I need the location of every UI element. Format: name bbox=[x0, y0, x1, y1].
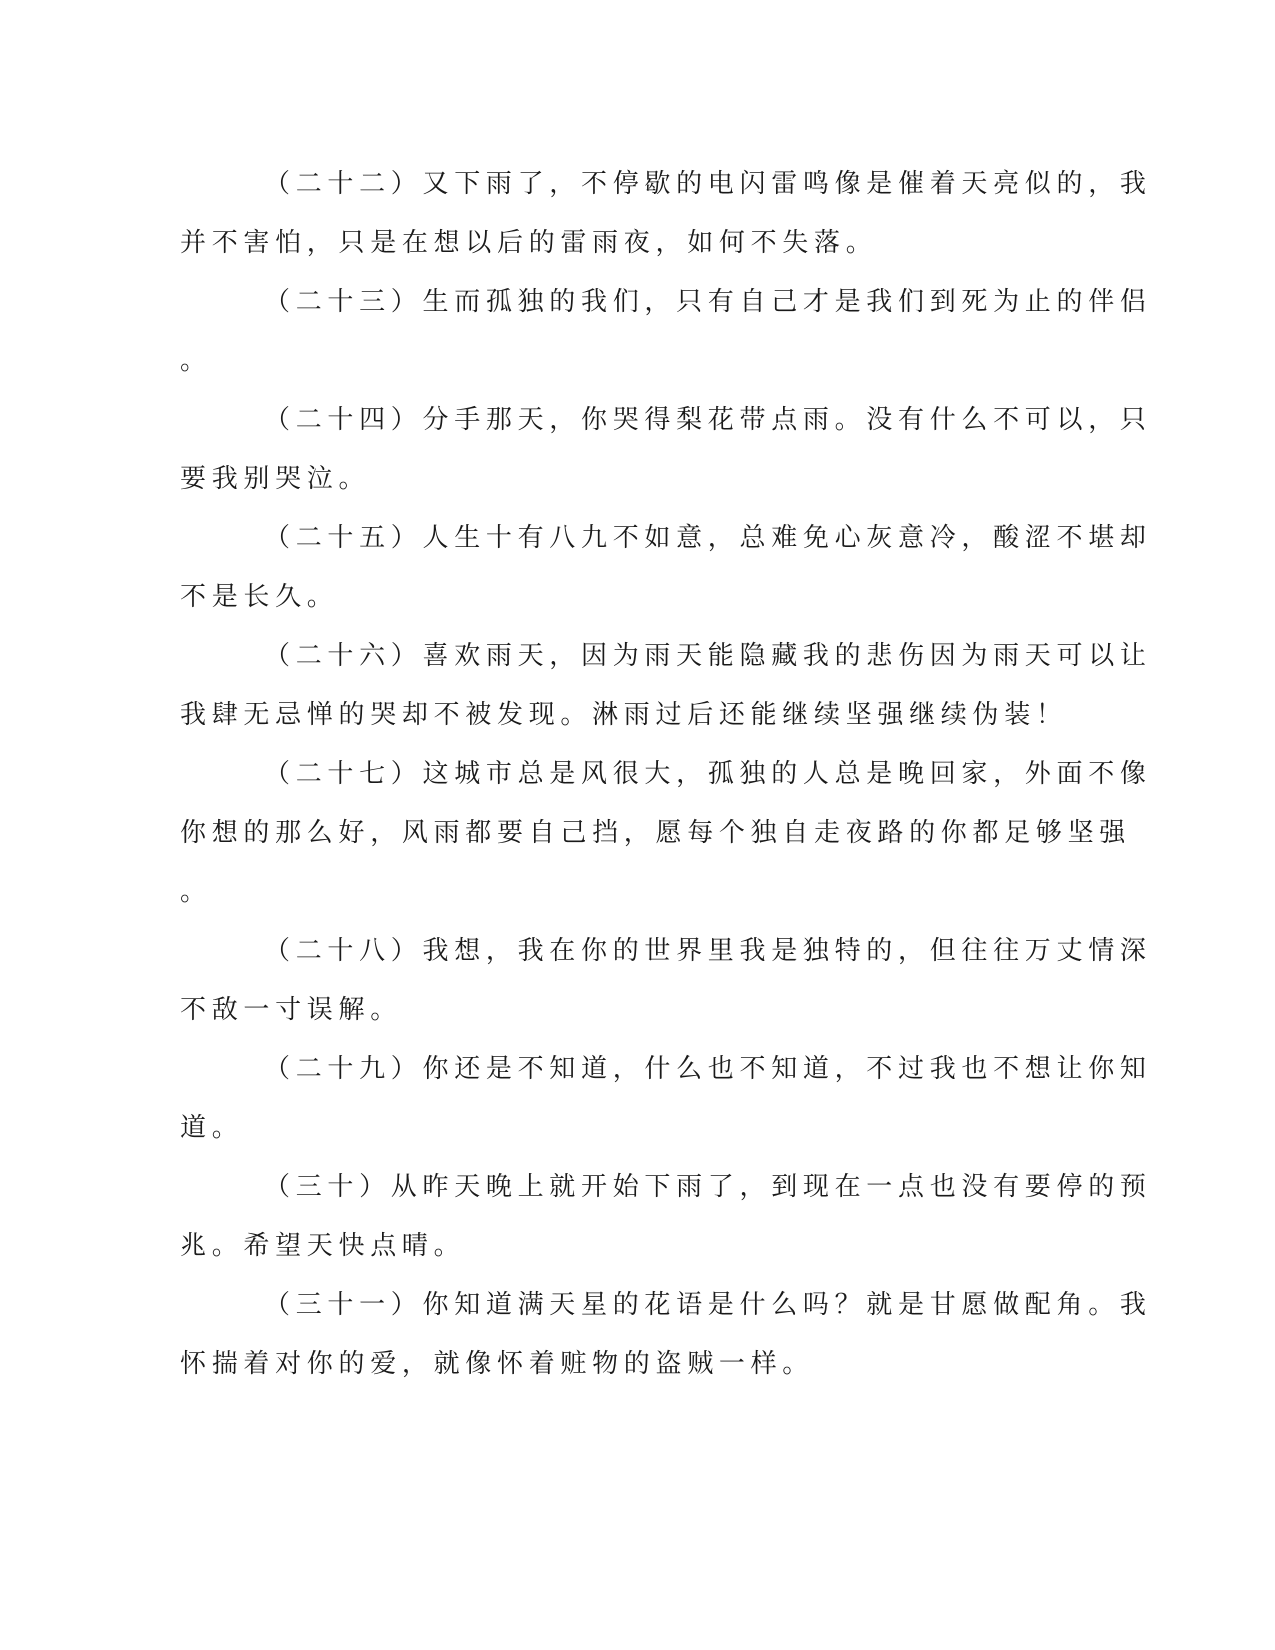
document-body bbox=[180, 155, 1152, 1394]
paragraph-23-line-2: 。 bbox=[180, 346, 212, 376]
paragraph-24-line-2: 要我别哭泣。 bbox=[180, 464, 371, 494]
paragraph-29-line-1: （二十九）你还是不知道，什么也不知道，不过我也不想让你知 bbox=[264, 1054, 1152, 1084]
paragraph-25-line-1: （二十五）人生十有八九不如意，总难免心灰意冷，酸涩不堪却 bbox=[264, 523, 1152, 553]
paragraph-28-line-1: （二十八）我想，我在你的世界里我是独特的，但往往万丈情深 bbox=[264, 936, 1152, 966]
paragraph-29-line-2: 道。 bbox=[180, 1113, 244, 1143]
paragraph-27-line-1: （二十七）这城市总是风很大，孤独的人总是晚回家，外面不像 bbox=[264, 759, 1152, 789]
paragraph-22-line-2: 并不害怕，只是在想以后的雷雨夜，如何不失落。 bbox=[180, 228, 878, 258]
paragraph-27-line-2: 你想的那么好，风雨都要自己挡，愿每个独自走夜路的你都足够坚强 bbox=[180, 818, 1132, 848]
paragraph-28-line-2: 不敌一寸误解。 bbox=[180, 995, 402, 1025]
paragraph-24-line-1: （二十四）分手那天，你哭得梨花带点雨。没有什么不可以，只 bbox=[264, 405, 1152, 435]
paragraph-31-line-2: 怀揣着对你的爱，就像怀着赃物的盗贼一样。 bbox=[180, 1349, 815, 1379]
paragraph-23-line-1: （二十三）生而孤独的我们，只有自己才是我们到死为止的伴侣 bbox=[264, 287, 1152, 317]
paragraph-27-line-3: 。 bbox=[180, 877, 212, 907]
paragraph-22-line-1: （二十二）又下雨了，不停歇的电闪雷鸣像是催着天亮似的，我 bbox=[264, 169, 1152, 199]
paragraph-30-line-2: 兆。希望天快点晴。 bbox=[180, 1231, 466, 1261]
paragraph-25-line-2: 不是长久。 bbox=[180, 582, 339, 612]
paragraph-30-line-1: （三十）从昨天晚上就开始下雨了，到现在一点也没有要停的预 bbox=[264, 1172, 1152, 1202]
paragraph-26-line-2: 我肆无忌惮的哭却不被发现。淋雨过后还能继续坚强继续伪装！ bbox=[180, 700, 1068, 730]
paragraph-26-line-1: （二十六）喜欢雨天，因为雨天能隐藏我的悲伤因为雨天可以让 bbox=[264, 641, 1152, 671]
paragraph-31-line-1: （三十一）你知道满天星的花语是什么吗？就是甘愿做配角。我 bbox=[264, 1290, 1152, 1320]
